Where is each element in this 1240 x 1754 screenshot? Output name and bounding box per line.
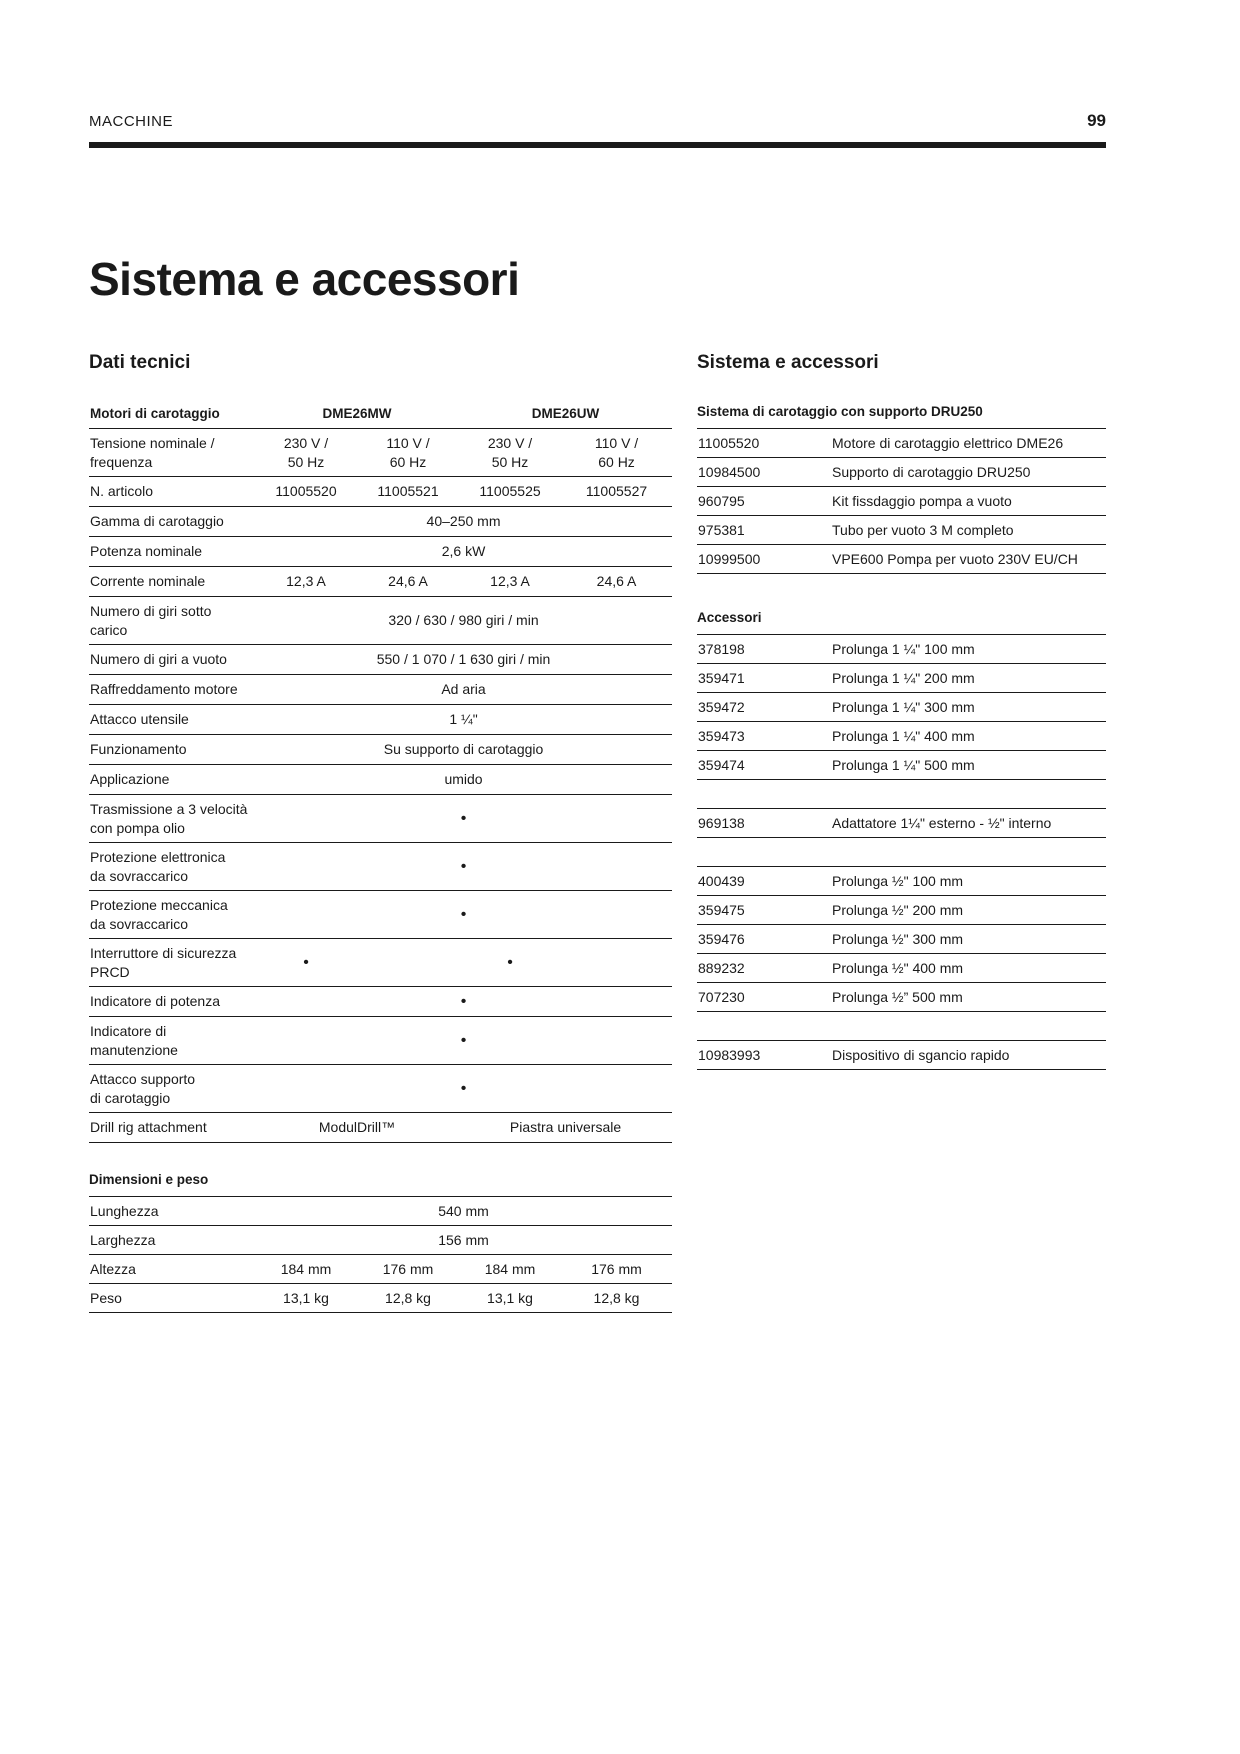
cell-line: Tensione nominale /	[90, 434, 215, 451]
cell-line: 110 V /	[386, 434, 430, 451]
cell-line: 12,3 A	[286, 573, 326, 589]
row-label	[89, 939, 255, 987]
row-value: 184 mm	[459, 1255, 561, 1284]
item-code	[697, 780, 831, 809]
cell-line: Numero di giri sotto	[90, 602, 212, 619]
row-label	[89, 537, 255, 567]
row-value	[357, 429, 459, 477]
table-row	[89, 675, 672, 705]
cell-line: Attacco utensile	[90, 711, 189, 727]
item-description: Prolunga ½" 400 mm	[831, 954, 1106, 983]
dimensions-table	[89, 1196, 672, 1313]
table-row	[89, 429, 672, 477]
cell-line: 230 V /	[283, 434, 329, 451]
cell-line: Funzionamento	[90, 741, 187, 757]
row-label	[89, 795, 255, 843]
cell-line: 110 V /	[594, 434, 639, 451]
header-rule	[89, 142, 1106, 148]
dimension-row	[89, 1255, 672, 1284]
row-label	[89, 705, 255, 735]
row-value	[459, 477, 561, 507]
row-value	[561, 429, 672, 477]
section-header: MACCHINE	[89, 113, 174, 130]
table-row	[89, 939, 672, 987]
item-description: VPE600 Pompa per vuoto 230V EU/CH	[831, 545, 1106, 574]
item-row	[697, 545, 1106, 574]
cell-line: 230 V /	[487, 434, 533, 451]
row-label: Peso	[89, 1284, 255, 1313]
page-title: Sistema e accessori	[89, 253, 520, 305]
cell-line: Drill rig attachment	[90, 1119, 207, 1135]
item-code: 975381	[697, 516, 831, 545]
item-description	[831, 838, 1106, 867]
accessories-table	[697, 634, 1106, 1070]
cell-line: Applicazione	[90, 771, 170, 787]
table-row	[89, 537, 672, 567]
item-description: Prolunga 1 ¼" 500 mm	[831, 751, 1106, 780]
row-value	[561, 477, 672, 507]
cell-line: 50 Hz	[287, 453, 325, 470]
cell-line: Numero di giri a vuoto	[90, 651, 227, 667]
row-value: 12,8 kg	[561, 1284, 672, 1313]
row-value	[255, 429, 357, 477]
row-value: 12,8 kg	[357, 1284, 459, 1313]
item-description: Dispositivo di sgancio rapido	[831, 1041, 1106, 1070]
cell-line: 60 Hz	[389, 453, 427, 470]
item-code	[697, 838, 831, 867]
feature-bullet: •	[255, 1065, 672, 1113]
item-code: 969138	[697, 809, 831, 838]
item-code	[697, 1012, 831, 1041]
row-value	[561, 567, 672, 597]
row-value: 176 mm	[561, 1255, 672, 1284]
row-value	[459, 567, 561, 597]
feature-bullet: •	[255, 843, 672, 891]
cell-line: 24,6 A	[596, 573, 637, 589]
row-value: 40–250 mm	[255, 507, 672, 537]
cell-line: N. articolo	[90, 483, 154, 499]
table-row	[89, 1113, 672, 1143]
row-label	[89, 735, 255, 765]
cell-line: da sovraccarico	[90, 867, 189, 884]
row-label	[89, 567, 255, 597]
row-label	[89, 507, 255, 537]
row-value: Piastra universale	[459, 1113, 672, 1143]
item-row	[697, 1012, 1106, 1041]
row-value: 2,6 kW	[255, 537, 672, 567]
cell-line: Protezione meccanica	[90, 896, 228, 913]
table-row	[89, 705, 672, 735]
row-label	[89, 765, 255, 795]
row-label	[89, 843, 255, 891]
table-row	[89, 1065, 672, 1113]
row-value: 540 mm	[255, 1197, 672, 1226]
item-description: Prolunga ½” 500 mm	[831, 983, 1106, 1012]
row-value	[459, 429, 561, 477]
table-row	[89, 645, 672, 675]
row-value	[255, 567, 357, 597]
item-description: Prolunga 1 ¼" 400 mm	[831, 722, 1106, 751]
item-description	[831, 1012, 1106, 1041]
system-table-title: Sistema di carotaggio con supporto DRU250	[697, 404, 983, 419]
item-description: Adattatore 1¼" esterno - ½" interno	[831, 809, 1106, 838]
item-description: Prolunga ½" 300 mm	[831, 925, 1106, 954]
page-number: 99	[1087, 111, 1106, 130]
item-row	[697, 751, 1106, 780]
item-row	[697, 429, 1106, 458]
item-code: 10984500	[697, 458, 831, 487]
row-value	[459, 939, 561, 987]
item-row	[697, 487, 1106, 516]
cell-line: 50 Hz	[491, 453, 529, 470]
item-description: Prolunga 1 ¼" 300 mm	[831, 693, 1106, 722]
cell-line: •	[303, 954, 309, 971]
item-description	[831, 780, 1106, 809]
cell-line: 11005525	[479, 483, 541, 499]
row-value	[255, 477, 357, 507]
item-row	[697, 867, 1106, 896]
item-row	[697, 896, 1106, 925]
item-code: 359472	[697, 693, 831, 722]
item-row	[697, 925, 1106, 954]
row-value: 550 / 1 070 / 1 630 giri / min	[255, 645, 672, 675]
item-code: 960795	[697, 487, 831, 516]
table-row	[89, 567, 672, 597]
table-row	[89, 891, 672, 939]
row-label	[89, 477, 255, 507]
row-label	[89, 1017, 255, 1065]
cell-line: 11005520	[275, 483, 337, 499]
table-header-row	[89, 399, 672, 429]
item-code: 10983993	[697, 1041, 831, 1070]
item-code: 359473	[697, 722, 831, 751]
row-label	[89, 1113, 255, 1143]
item-row	[697, 458, 1106, 487]
header-label: Motori di carotaggio	[89, 399, 255, 429]
item-row	[697, 722, 1106, 751]
table-row	[89, 735, 672, 765]
item-description: Supporto di carotaggio DRU250	[831, 458, 1106, 487]
cell-line: Interruttore di sicurezza	[90, 944, 237, 961]
row-value: 156 mm	[255, 1226, 672, 1255]
item-code: 707230	[697, 983, 831, 1012]
cell-line: manutenzione	[90, 1041, 178, 1058]
item-description: Prolunga ½" 100 mm	[831, 867, 1106, 896]
cell-line: Protezione elettronica	[90, 848, 226, 865]
item-row	[697, 664, 1106, 693]
cell-line: da sovraccarico	[90, 915, 189, 932]
row-value: 320 / 630 / 980 giri / min	[255, 597, 672, 645]
right-section-title: Sistema e accessori	[697, 352, 879, 373]
cell-line: 11005521	[377, 483, 439, 499]
cell-line: Indicatore di potenza	[90, 993, 220, 1009]
table-row	[89, 1017, 672, 1065]
item-code: 359476	[697, 925, 831, 954]
table-row	[89, 795, 672, 843]
item-code: 10999500	[697, 545, 831, 574]
header-model-dme26uw: DME26UW	[459, 399, 672, 429]
row-value: 13,1 kg	[255, 1284, 357, 1313]
feature-bullet: •	[255, 891, 672, 939]
cell-line: PRCD	[90, 963, 130, 980]
row-label: Lunghezza	[89, 1197, 255, 1226]
item-row	[697, 635, 1106, 664]
dimension-row	[89, 1197, 672, 1226]
row-label	[89, 429, 255, 477]
table-row	[89, 843, 672, 891]
item-description: Prolunga ½" 200 mm	[831, 896, 1106, 925]
row-label	[89, 987, 255, 1017]
cell-line: 11005527	[585, 483, 648, 499]
item-row	[697, 809, 1106, 838]
cell-line: Raffreddamento motore	[90, 681, 238, 697]
cell-line: con pompa olio	[90, 819, 185, 836]
item-code: 359471	[697, 664, 831, 693]
cell-line: 24,6 A	[388, 573, 428, 589]
row-value	[255, 939, 357, 987]
item-row	[697, 838, 1106, 867]
item-description: Motore di carotaggio elettrico DME26	[831, 429, 1106, 458]
tech-data-table	[89, 399, 672, 1143]
row-value: 13,1 kg	[459, 1284, 561, 1313]
row-value: Ad aria	[255, 675, 672, 705]
cell-line: 12,3 A	[490, 573, 530, 589]
item-code: 359475	[697, 896, 831, 925]
cell-line: 60 Hz	[598, 453, 635, 470]
item-code: 11005520	[697, 429, 831, 458]
item-description: Kit fissdaggio pompa a vuoto	[831, 487, 1106, 516]
row-value: 1 ¼"	[255, 705, 672, 735]
item-row	[697, 780, 1106, 809]
row-value: 176 mm	[357, 1255, 459, 1284]
header-model-dme26mw: DME26MW	[255, 399, 459, 429]
row-value	[357, 567, 459, 597]
row-value: ModulDrill™	[255, 1113, 459, 1143]
item-row	[697, 693, 1106, 722]
table-row	[89, 987, 672, 1017]
accessories-title: Accessori	[697, 610, 762, 625]
dimensions-title: Dimensioni e peso	[89, 1172, 209, 1187]
row-label	[89, 675, 255, 705]
cell-line: Trasmissione a 3 velocità	[90, 800, 248, 817]
cell-line: •	[507, 954, 513, 971]
cell-line: Indicatore di	[90, 1022, 167, 1039]
row-label: Altezza	[89, 1255, 255, 1284]
row-value: 184 mm	[255, 1255, 357, 1284]
table-row	[89, 597, 672, 645]
item-row	[697, 954, 1106, 983]
item-description: Prolunga 1 ¼" 200 mm	[831, 664, 1106, 693]
left-section-title: Dati tecnici	[89, 352, 191, 373]
table-row	[89, 765, 672, 795]
row-label: Larghezza	[89, 1226, 255, 1255]
item-code: 359474	[697, 751, 831, 780]
cell-line: Attacco supporto	[90, 1070, 196, 1087]
row-value	[561, 939, 672, 987]
row-label	[89, 891, 255, 939]
table-row	[89, 477, 672, 507]
item-description: Tubo per vuoto 3 M completo	[831, 516, 1106, 545]
item-code: 889232	[697, 954, 831, 983]
row-value: umido	[255, 765, 672, 795]
item-row	[697, 983, 1106, 1012]
table-row	[89, 507, 672, 537]
item-description: Prolunga 1 ¼" 100 mm	[831, 635, 1106, 664]
item-code: 378198	[697, 635, 831, 664]
cell-line: Gamma di carotaggio	[90, 513, 224, 529]
cell-line: frequenza	[90, 453, 153, 470]
row-value: Su supporto di carotaggio	[255, 735, 672, 765]
system-table	[697, 428, 1106, 574]
dimension-row	[89, 1226, 672, 1255]
cell-line: Potenza nominale	[90, 543, 203, 559]
cell-line: di carotaggio	[90, 1089, 171, 1106]
item-row	[697, 1041, 1106, 1070]
feature-bullet: •	[255, 987, 672, 1017]
row-label	[89, 597, 255, 645]
item-row	[697, 516, 1106, 545]
cell-line: carico	[90, 621, 128, 638]
row-value	[357, 939, 459, 987]
feature-bullet: •	[255, 795, 672, 843]
row-label	[89, 645, 255, 675]
row-label	[89, 1065, 255, 1113]
cell-line: Corrente nominale	[90, 573, 206, 589]
feature-bullet: •	[255, 1017, 672, 1065]
item-code: 400439	[697, 867, 831, 896]
row-value	[357, 477, 459, 507]
dimension-row	[89, 1284, 672, 1313]
